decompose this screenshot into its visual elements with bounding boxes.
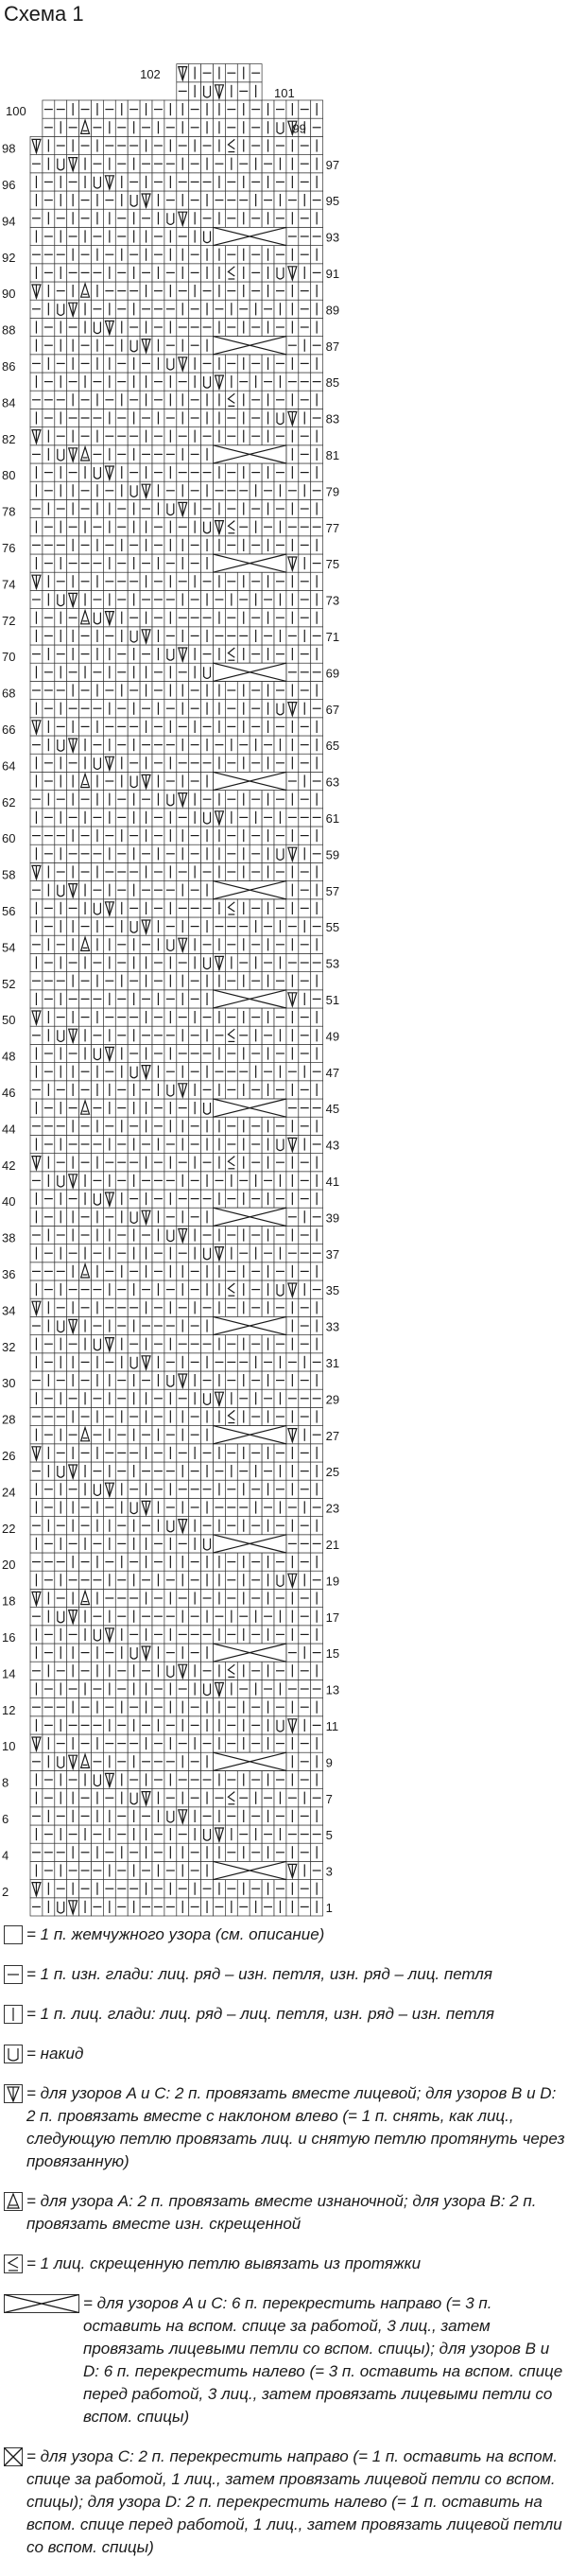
row-label: 47: [326, 1066, 339, 1080]
row-label: 45: [326, 1102, 339, 1116]
empty-square-icon: [4, 1925, 23, 1944]
chart-row: [30, 481, 323, 499]
chart-row: [30, 1008, 323, 1026]
chart-row: [30, 1172, 323, 1190]
row-label: 71: [326, 630, 339, 644]
chart-row: [30, 1589, 323, 1607]
row-label: 57: [326, 884, 339, 898]
chart-row: [30, 409, 323, 426]
chart-row: [30, 899, 323, 917]
cable-crossing: [214, 445, 286, 463]
row-label: 99: [292, 121, 305, 135]
chart-row: [30, 427, 323, 445]
legend-text: = для узоров A и C: 2 п. провязать вместе лицевой; для узоров B и D: 2 п. провязать вместе с наклоном влево (= 1 п. снять, как лиц., следующую петлю провязать лиц. и снятую петлю протянуть через провязанную): [26, 2082, 567, 2173]
row-label: 75: [326, 557, 339, 571]
chart-row: [30, 844, 323, 862]
chart-row: [30, 246, 323, 264]
row-label: 51: [326, 993, 339, 1007]
chart-row: [30, 754, 323, 772]
chart-row: [30, 917, 323, 935]
cable-crossing: [214, 1099, 286, 1117]
chart-row: [30, 1063, 323, 1081]
row-label: 19: [326, 1574, 339, 1588]
chart-row: [30, 1662, 323, 1680]
chart-row: [30, 1226, 323, 1244]
row-label: 32: [2, 1340, 15, 1354]
row-label: 63: [326, 775, 339, 790]
row-label: 82: [2, 432, 15, 446]
legend-item: [4, 2253, 567, 2275]
chart-row: [30, 1825, 323, 1843]
chart-row: [30, 572, 323, 590]
chart-row: [30, 953, 323, 971]
chart-row: [30, 645, 323, 663]
row-label: 88: [2, 323, 15, 338]
cable-crossing: [214, 227, 286, 245]
chart-row: [30, 1044, 323, 1062]
chart-row: [177, 82, 262, 100]
row-label: 73: [326, 594, 339, 608]
row-label: 55: [326, 920, 339, 934]
chart-row: [30, 809, 323, 827]
legend-item: [4, 2190, 567, 2236]
row-label: 85: [326, 375, 339, 390]
row-label: 6: [2, 1812, 9, 1826]
row-label: 23: [326, 1502, 339, 1516]
cable-crossing: [214, 990, 286, 1008]
cable-crossing: [214, 337, 286, 355]
chart-row: [30, 391, 323, 409]
row-label: 33: [326, 1320, 339, 1334]
chart-row: [30, 1117, 323, 1135]
row-label: 89: [326, 303, 339, 317]
legend-item: [4, 2445, 567, 2559]
chart-title: Схема 1: [4, 2, 84, 26]
legend-text: = для узоров A и C: 6 п. перекрестить направо (= 3 п. оставить на вспом. спице за работой, 3 лиц., затем провязать лицевыми петли со вспом. спицы); для узоров B и D: 6 п. перекрестить налево (= 3 п. оставить на вспом. спице перед работой, 3 лиц., затем провязать лицевыми петли со вспом. спицы): [83, 2292, 567, 2428]
chart-row: [30, 373, 323, 391]
row-label: 38: [2, 1231, 15, 1245]
row-label: 22: [2, 1522, 15, 1536]
chart-row: [30, 1571, 323, 1589]
legend-text: = для узора C: 2 п. перекрестить направо (= 1 п. оставить на вспом. спице за работой, 1 лиц., затем провязать лицевой петли со вспом. спицы); для узора D: 2 п. перекрестить налево (= 1 п. оставить на вспом. спице перед работой, 1 лиц., затем провязать лицевой петли со вспом. спицы): [26, 2445, 567, 2559]
row-label: 94: [2, 214, 15, 228]
row-label: 97: [326, 158, 339, 172]
cross-2-icon: [4, 2447, 23, 2466]
chart-row: [30, 1190, 323, 1208]
cable-crossing: [214, 1861, 286, 1879]
chart-row: [30, 1480, 323, 1498]
dash-icon: [4, 1965, 23, 1984]
legend-item: [4, 1923, 567, 1946]
chart-row: [30, 1608, 323, 1626]
chart-row: [30, 1026, 323, 1044]
yarn-over-icon: [4, 2045, 23, 2063]
row-label: 78: [2, 505, 15, 519]
row-label: 9: [326, 1755, 333, 1769]
chart-row: [30, 155, 323, 173]
cable-crossing: [214, 1208, 286, 1226]
row-label: 77: [326, 521, 339, 535]
row-label: 48: [2, 1050, 15, 1064]
row-label: 66: [2, 722, 15, 737]
legend-text: = 1 п. изн. глади: лиц. ряд – изн. петля, изн. ряд – лиц. петля: [26, 1963, 492, 1986]
row-label: 101: [274, 86, 295, 100]
cable-crossing: [214, 881, 286, 899]
cable-crossing: [214, 554, 286, 572]
row-label: 17: [326, 1610, 339, 1625]
row-label: 30: [2, 1376, 15, 1390]
chart-row: [30, 318, 323, 336]
row-label: 92: [2, 251, 15, 265]
legend: [4, 1923, 567, 2576]
legend-item: [4, 1963, 567, 1986]
row-label: 102: [140, 67, 161, 81]
chart-row: [30, 609, 323, 627]
twisted-k-icon: [4, 2254, 23, 2273]
chart-row: [30, 1498, 323, 1516]
row-label: 40: [2, 1194, 15, 1209]
row-label: 14: [2, 1666, 15, 1680]
row-label: 11: [326, 1719, 339, 1733]
legend-item: [4, 2082, 567, 2173]
chart-row: [30, 1716, 323, 1734]
row-label: 100: [6, 104, 26, 118]
row-label: 27: [326, 1429, 339, 1443]
row-label: 15: [326, 1646, 339, 1661]
chart-row: [30, 300, 323, 318]
row-label: 16: [2, 1630, 15, 1645]
row-label: 44: [2, 1122, 15, 1136]
row-label: 1: [326, 1901, 333, 1915]
cable-crossing: [214, 1426, 286, 1444]
row-label: 58: [2, 868, 15, 882]
chart-row: [30, 191, 323, 209]
cable-crossing: [214, 663, 286, 681]
chart-row: [30, 1244, 323, 1262]
chart-row: [30, 1898, 323, 1916]
chart-row: [30, 536, 323, 554]
chart-row: [30, 282, 323, 300]
chart-row: [30, 1843, 323, 1861]
row-label: 13: [326, 1683, 339, 1697]
chart-row: [30, 1298, 323, 1316]
chart-row: [30, 1626, 323, 1644]
chart-row: [30, 627, 323, 645]
row-label: 81: [326, 448, 339, 462]
chart-row: [30, 935, 323, 953]
row-label: 25: [326, 1465, 339, 1479]
row-label: 31: [326, 1356, 339, 1370]
chart-row: [30, 681, 323, 699]
cable-crossing: [214, 772, 286, 790]
row-label: 50: [2, 1013, 15, 1027]
legend-item: [4, 2043, 567, 2065]
chart-row: [30, 827, 323, 844]
chart-row: [30, 718, 323, 736]
chart-row: [30, 499, 323, 517]
row-label: 98: [2, 142, 15, 156]
chart-row: [30, 862, 323, 880]
row-label: 90: [2, 287, 15, 301]
row-label: 20: [2, 1558, 15, 1572]
bar-icon: [4, 2005, 23, 2024]
row-label: 91: [326, 267, 339, 281]
row-label: 70: [2, 650, 15, 664]
row-label: 41: [326, 1175, 339, 1189]
chart-row: [30, 736, 323, 754]
row-label: 12: [2, 1703, 15, 1717]
cable-crossing: [214, 1752, 286, 1770]
row-label: 80: [2, 468, 15, 482]
row-label: 8: [2, 1776, 9, 1790]
row-label: 56: [2, 904, 15, 918]
legend-text: = для узора A: 2 п. провязать вместе изнаночной; для узора B: 2 п. провязать вместе изн. скрещенной: [26, 2190, 567, 2236]
row-label: 29: [326, 1392, 339, 1406]
row-label: 26: [2, 1449, 15, 1463]
chart-row: [30, 590, 323, 608]
cable-crossing: [214, 1316, 286, 1334]
chart-row: [30, 1807, 323, 1825]
chart-row: [30, 972, 323, 990]
legend-item: [4, 2292, 567, 2428]
chart-row: [43, 118, 323, 136]
row-label: 5: [326, 1828, 333, 1842]
row-label: 2: [2, 1885, 9, 1899]
chart-row: [30, 463, 323, 481]
chart-row: [30, 1444, 323, 1462]
chart-row: [30, 1407, 323, 1425]
chart-row: [30, 136, 323, 154]
chart-row: [30, 518, 323, 536]
row-label: 65: [326, 739, 339, 753]
cable-crossing: [214, 1535, 286, 1553]
row-label: 4: [2, 1848, 9, 1862]
chart-row: [30, 1081, 323, 1099]
chart-row: [43, 100, 323, 118]
chart-row: [30, 1389, 323, 1407]
chart-row: [30, 1680, 323, 1697]
chart-row: [30, 1770, 323, 1788]
row-label: 68: [2, 687, 15, 701]
row-label: 10: [2, 1739, 15, 1753]
chart-row: [30, 700, 323, 718]
row-label: 18: [2, 1594, 15, 1609]
chart-row: [30, 1698, 323, 1716]
cable-crossing: [214, 1644, 286, 1662]
legend-item: [4, 2003, 567, 2026]
row-label: 95: [326, 194, 339, 208]
legend-text: = 1 п. жемчужного узора (см. описание): [26, 1923, 324, 1946]
chart-row: [30, 1335, 323, 1353]
row-label: 61: [326, 811, 339, 826]
row-label: 69: [326, 666, 339, 680]
chart-row: [30, 1517, 323, 1535]
row-label: 60: [2, 831, 15, 845]
row-label: 79: [326, 484, 339, 498]
chart-row: [30, 1880, 323, 1898]
row-label: 62: [2, 795, 15, 809]
legend-text: = 1 п. лиц. глади: лиц. ряд – лиц. петля, изн. ряд – изн. петля: [26, 2003, 494, 2026]
row-label: 93: [326, 231, 339, 245]
row-label: 37: [326, 1247, 339, 1262]
row-label: 74: [2, 577, 15, 591]
row-label: 49: [326, 1029, 339, 1043]
row-label: 86: [2, 359, 15, 374]
row-label: 87: [326, 339, 339, 354]
chart-row: [30, 791, 323, 809]
row-label: 59: [326, 847, 339, 862]
chart-row: [30, 1353, 323, 1371]
row-label: 83: [326, 412, 339, 426]
row-label: 67: [326, 703, 339, 717]
chart-row: [30, 1789, 323, 1807]
chart-row: [30, 173, 323, 191]
chart-row: [30, 209, 323, 227]
row-label: 36: [2, 1267, 15, 1281]
row-label: 84: [2, 395, 15, 409]
row-label: 3: [326, 1865, 333, 1879]
chart-row: [177, 64, 262, 82]
chart-row: [30, 355, 323, 373]
row-label: 7: [326, 1792, 333, 1806]
row-label: 52: [2, 977, 15, 991]
row-label: 76: [2, 541, 15, 555]
row-label: 24: [2, 1485, 15, 1499]
chart-row: [30, 1462, 323, 1480]
legend-text: = 1 лиц. скрещенную петлю вывязать из протяжки: [26, 2253, 421, 2275]
chart-row: [30, 1734, 323, 1752]
row-label: 35: [326, 1283, 339, 1297]
chart-row: [30, 1154, 323, 1172]
row-label: 96: [2, 178, 15, 192]
row-label: 72: [2, 614, 15, 628]
row-label: 46: [2, 1086, 15, 1100]
chart-row: [30, 264, 323, 282]
row-label: 28: [2, 1413, 15, 1427]
k2tog-icon: [4, 2084, 23, 2103]
row-label: 21: [326, 1538, 339, 1552]
cable-6-icon: [4, 2294, 79, 2313]
row-label: 39: [326, 1210, 339, 1225]
row-label: 43: [326, 1139, 339, 1153]
row-label: 34: [2, 1303, 15, 1317]
chart-row: [30, 1135, 323, 1153]
p2tog-icon: [4, 2192, 23, 2211]
chart-row: [30, 1371, 323, 1389]
chart-row: [30, 1262, 323, 1280]
row-label: 64: [2, 758, 15, 773]
row-label: 42: [2, 1158, 15, 1173]
chart-row: [30, 1553, 323, 1571]
row-label: 54: [2, 940, 15, 954]
legend-text: = накид: [26, 2043, 83, 2065]
chart-row: [30, 1280, 323, 1298]
row-label: 53: [326, 957, 339, 971]
